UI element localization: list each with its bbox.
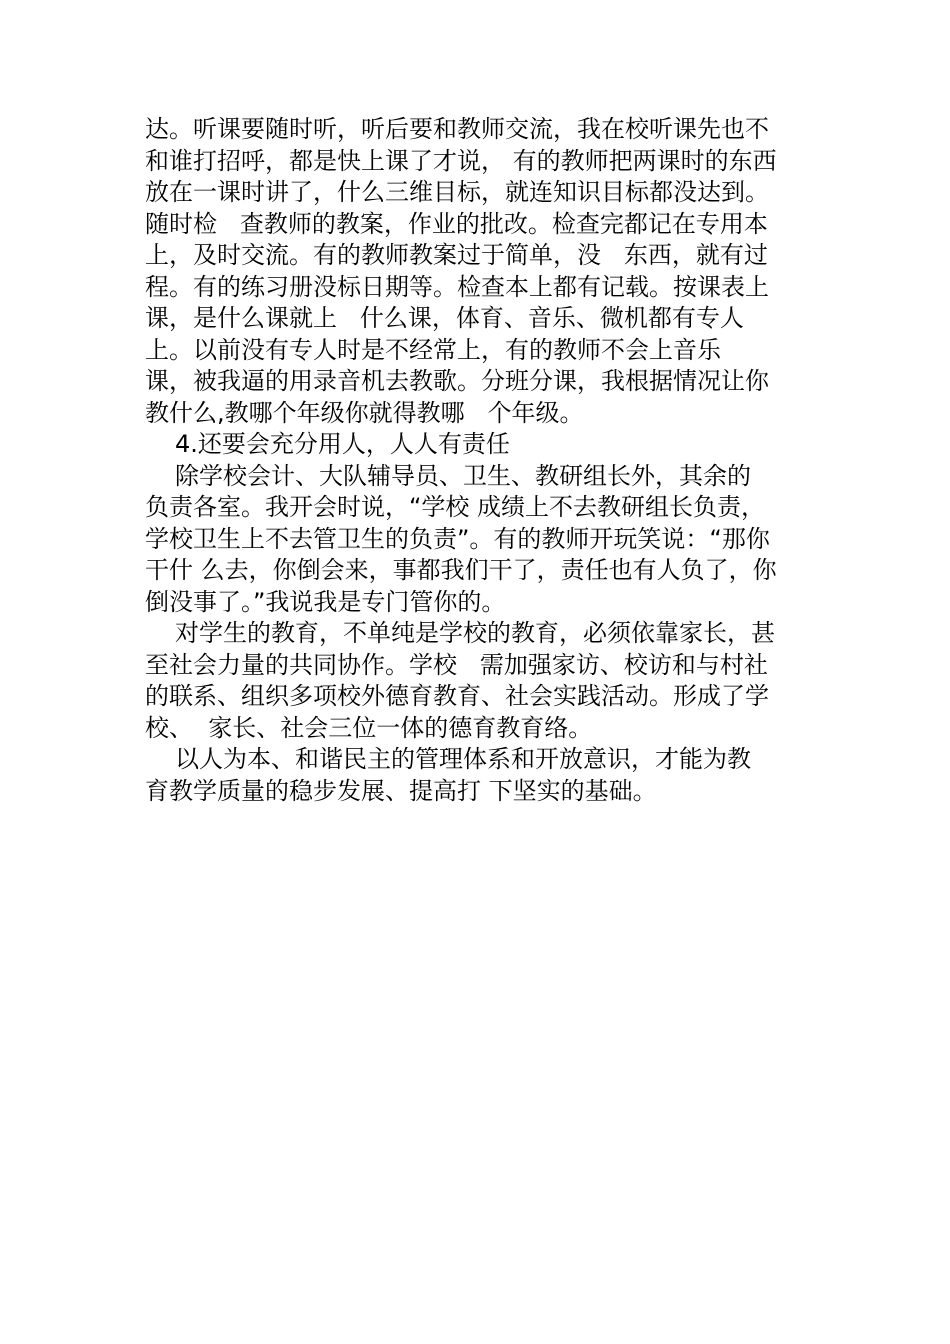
text-line: 倒没事了。”我说我是专门管你的。 xyxy=(145,587,506,616)
section-heading: 4.还要会充分用人，人人有责任 xyxy=(175,430,510,458)
text-line: 教什么,教哪个年级你就得教哪 个年级。 xyxy=(145,398,584,427)
text-line: 校、 家长、社会三位一体的德育教育络。 xyxy=(145,713,593,742)
text-line: 负责各室。我开会时说，“学校 成绩上不去教研组长负责， xyxy=(145,493,766,521)
text-line: 随时检 查教师的教案，作业的批改。检查完都记在专用本 xyxy=(145,209,768,238)
text-line: 上，及时交流。有的教师教案过于简单，没 东西，就有过 xyxy=(145,241,768,269)
text-line: 以人为本、和谐民主的管理体系和开放意识，才能为教 xyxy=(175,745,751,773)
text-line: 和谁打招呼，都是快上课了才说， 有的教师把两课时的东西 xyxy=(145,146,777,175)
text-line: 育教学质量的稳步发展、提高打 下坚实的基础。 xyxy=(145,776,657,805)
text-line: 学校卫生上不去管卫生的负责”。有的教师开玩笑说：“那你 xyxy=(145,524,770,553)
text-line: 达。听课要随时听，听后要和教师交流，我在校听课先也不 xyxy=(145,115,769,143)
text-line: 的联系、组织多项校外德育教育、社会实践活动。形成了学 xyxy=(145,682,769,710)
text-line: 对学生的教育，不单纯是学校的教育，必须依靠家长，甚 xyxy=(175,619,775,647)
text-line: 至社会力量的共同协作。学校 需加强家访、校访和与村社 xyxy=(145,650,768,679)
text-line: 课，被我逼的用录音机去教歌。分班分课，我根据情况让你 xyxy=(145,367,769,395)
text-line: 上。以前没有专人时是不经常上，有的教师不会上音乐 xyxy=(145,335,721,364)
text-line: 干什 么去，你倒会来，事都我们干了，责任也有人负了，你 xyxy=(145,556,777,584)
text-line: 程。有的练习册没标日期等。检查本上都有记载。按课表上 xyxy=(145,272,769,301)
text-line: 课，是什么课就上 什么课，体育、音乐、微机都有专人 xyxy=(145,304,744,332)
text-line: 除学校会计、大队辅导员、卫生、教研组长外，其余的 xyxy=(175,461,751,490)
body-text xyxy=(145,114,825,807)
text-line: 放在一课时讲了，什么三维目标，就连知识目标都没达到。 xyxy=(145,178,769,206)
